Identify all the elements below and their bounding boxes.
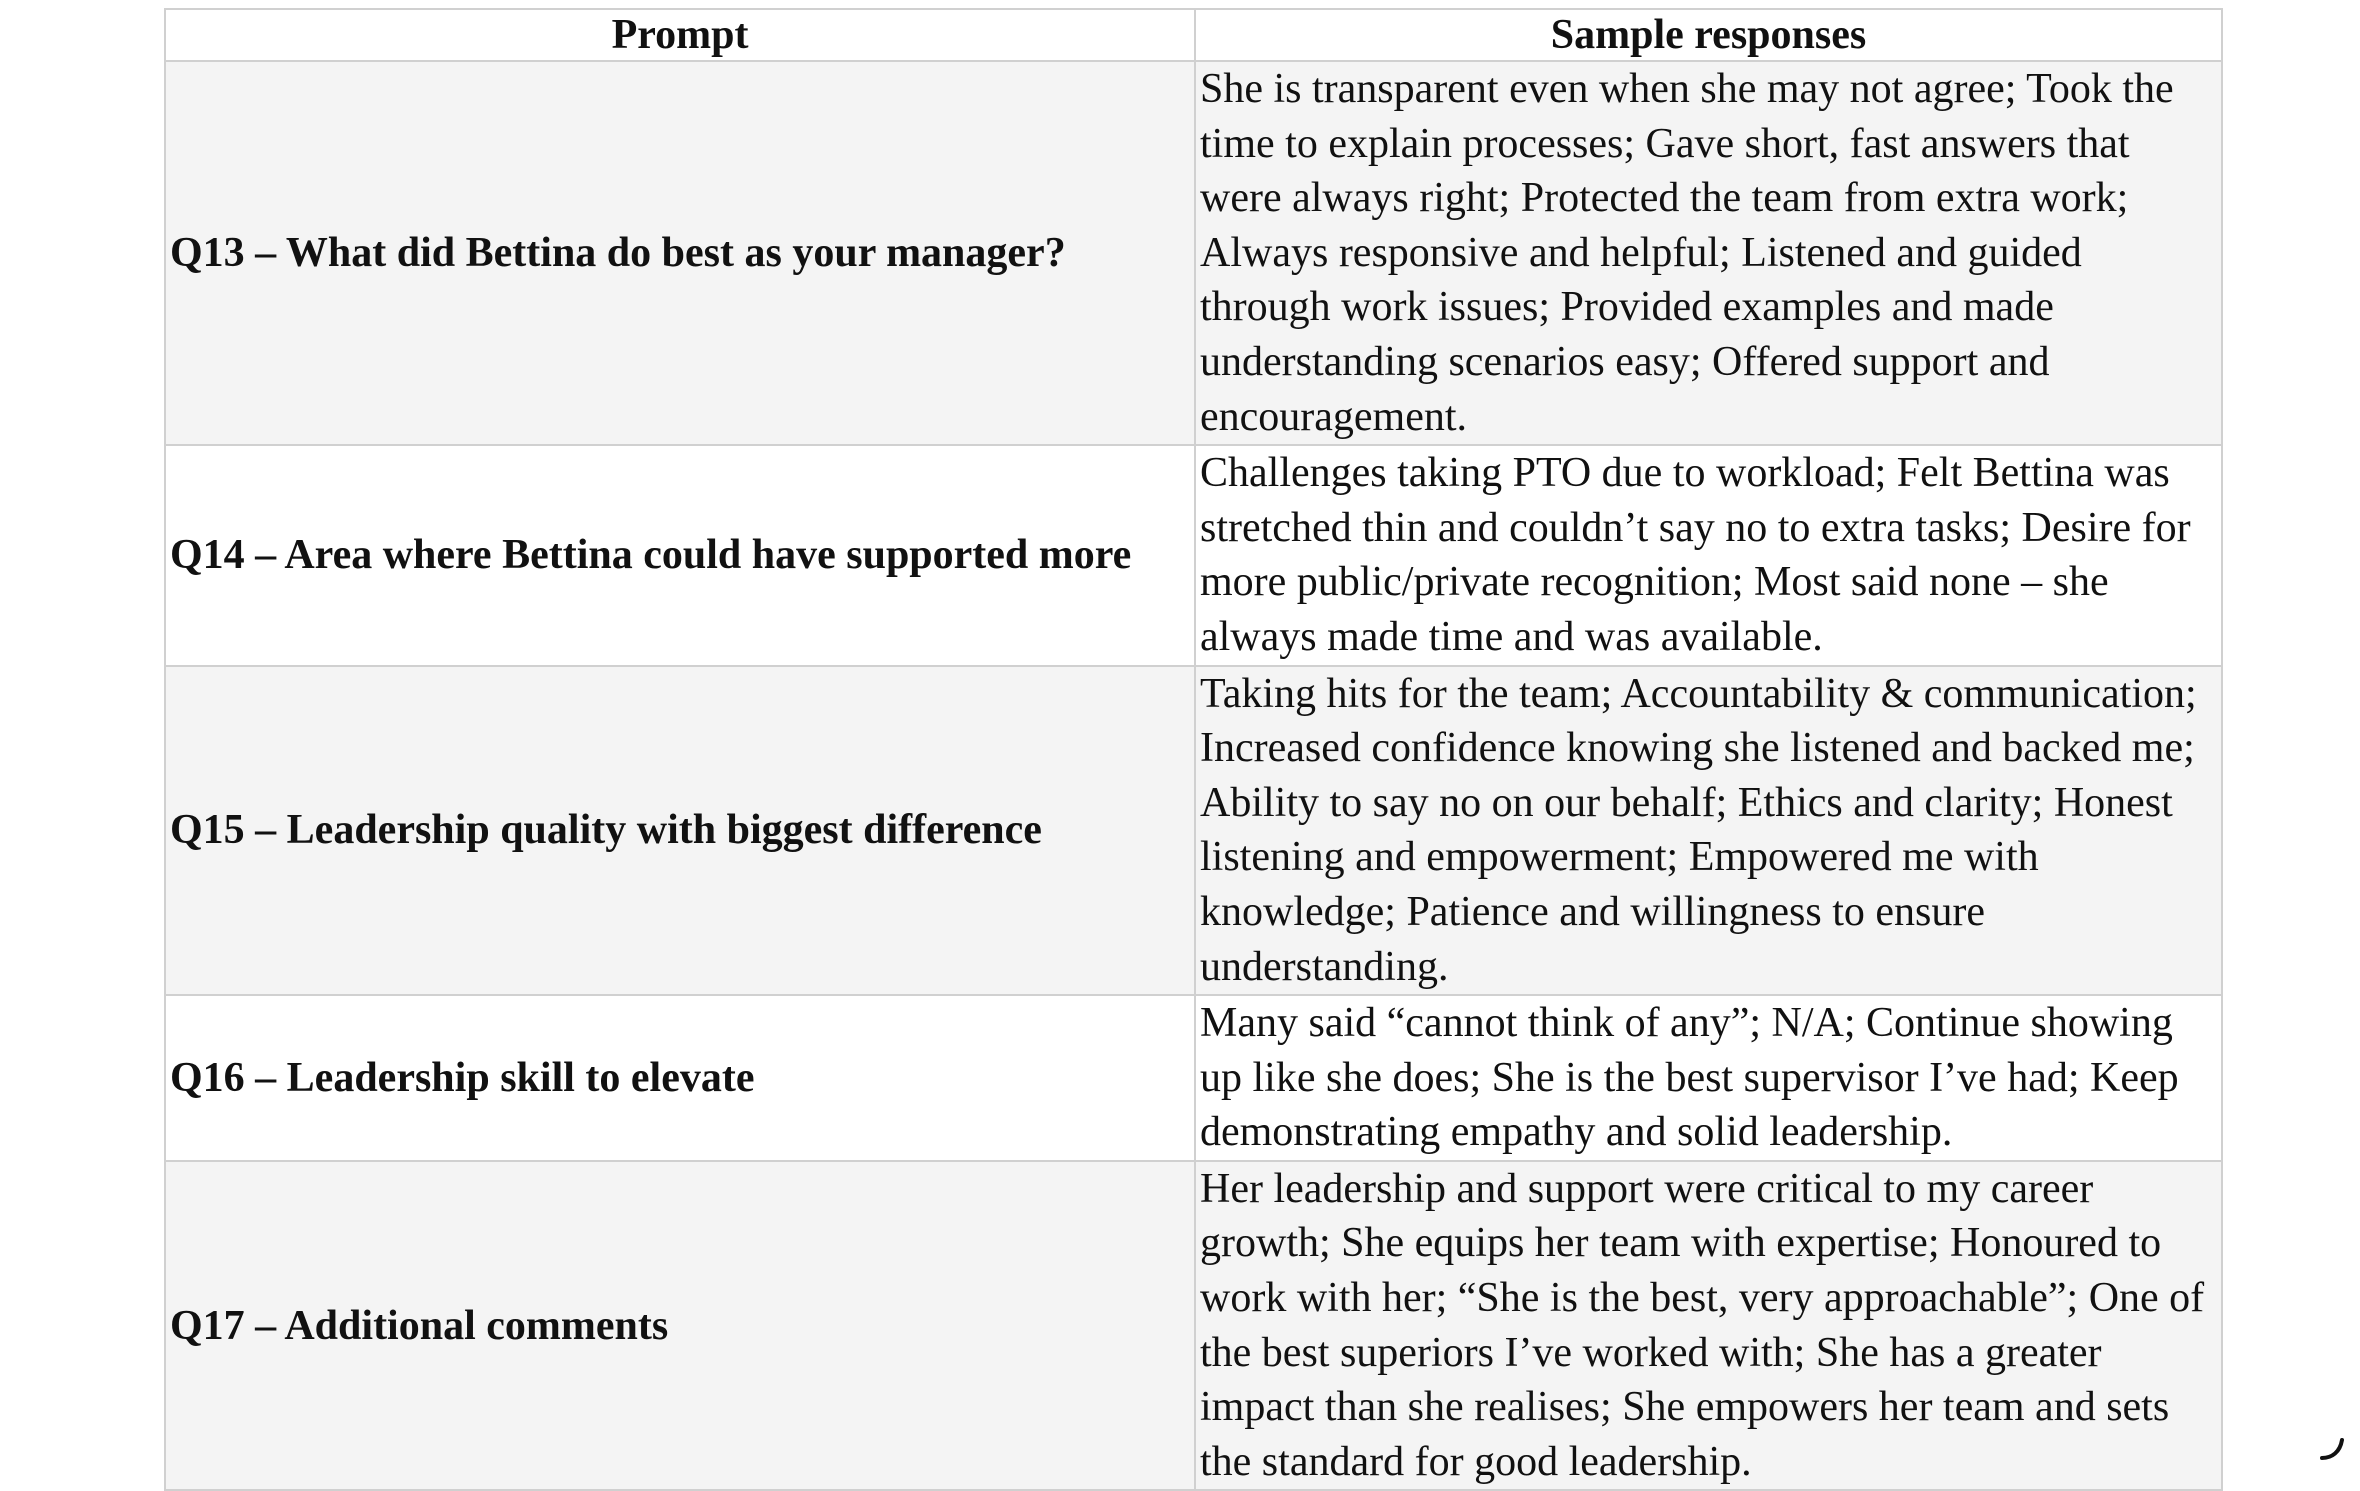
table-row-q17 <box>165 1161 2222 1491</box>
header-prompt: Prompt <box>165 9 1195 61</box>
prompt-cell: Q14 – Area where Bettina could have supported more <box>165 445 1195 665</box>
table-row-q14 <box>165 445 2222 665</box>
prompt-cell: Q15 – Leadership quality with biggest difference <box>165 666 1195 996</box>
responses-cell: Challenges taking PTO due to workload; Felt Bettina was stretched thin and couldn’t say no to extra tasks; Desire for more public/private recognition; Most said none – she always made time and was available. <box>1195 445 2222 665</box>
survey-summary-table <box>164 8 2223 1491</box>
survey-summary-table-container <box>164 8 2221 1491</box>
table-row-q13 <box>165 61 2222 445</box>
responses-cell: Many said “cannot think of any”; N/A; Continue showing up like she does; She is the best supervisor I’ve had; Keep demonstrating empathy and solid leadership. <box>1195 995 2222 1161</box>
prompt-cell: Q16 – Leadership skill to elevate <box>165 995 1195 1161</box>
curved-arrow-icon <box>2318 1434 2346 1462</box>
prompt-cell: Q13 – What did Bettina do best as your manager? <box>165 61 1195 445</box>
prompt-cell: Q17 – Additional comments <box>165 1161 1195 1491</box>
header-sample-responses: Sample responses <box>1195 9 2222 61</box>
table-row-q15 <box>165 666 2222 996</box>
responses-cell: Taking hits for the team; Accountability & communication; Increased confidence knowing she listened and backed me; Ability to say no on our behalf; Ethics and clarity; Honest listening and empowerment; Empowered me with knowledge; Patience and willingness to ensure understanding. <box>1195 666 2222 996</box>
table-row-q16 <box>165 995 2222 1161</box>
table-header-row <box>165 9 2222 61</box>
responses-cell: She is transparent even when she may not agree; Took the time to explain processes; Gave short, fast answers that were always right; Protected the team from extra work; Always responsive and helpful; Listened and guided through work issues; Provided examples and made understanding scenarios easy; Offered support and encouragement. <box>1195 61 2222 445</box>
responses-cell: Her leadership and support were critical to my career growth; She equips her team with expertise; Honoured to work with her; “She is the best, very approachable”; One of the best superiors I’ve worked with; She has a greater impact than she realises; She empowers her team and sets the standard for good leadership. <box>1195 1161 2222 1491</box>
